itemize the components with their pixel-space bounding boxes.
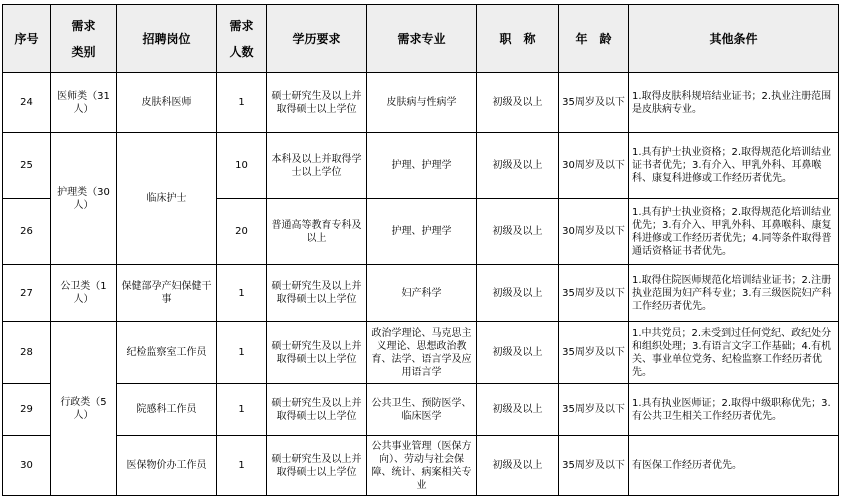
- category-public-health: 公卫类（1人）: [51, 265, 117, 322]
- table-row: [3, 265, 839, 322]
- row-position: 皮肤科医师: [117, 73, 217, 133]
- row-count: 20: [217, 199, 267, 265]
- row-education: 硕士研究生及以上并取得硕士以上学位: [267, 384, 367, 436]
- row-age: 35周岁及以下: [559, 436, 629, 496]
- header-age: 年 龄: [559, 5, 629, 73]
- row-title: 初级及以上: [477, 384, 559, 436]
- row-age: 30周岁及以下: [559, 199, 629, 265]
- recruitment-table: [2, 4, 839, 496]
- header-position: 招聘岗位: [117, 5, 217, 73]
- header-education: 学历要求: [267, 5, 367, 73]
- row-other: 1.具有护士执业资格；2.取得规范化培训结业证书者优先；3.有介入、甲乳外科、耳鼻喉科、康复科进修或工作经历者优先。: [629, 133, 839, 199]
- header-seq: 序号: [3, 5, 51, 73]
- row-major: 妇产科学: [367, 265, 477, 322]
- row-seq: 25: [3, 133, 51, 199]
- row-title: 初级及以上: [477, 322, 559, 384]
- row-seq: 27: [3, 265, 51, 322]
- row-education: 硕士研究生及以上并取得硕士以上学位: [267, 265, 367, 322]
- category-doctor: 医师类（31人）: [51, 73, 117, 133]
- row-position: 临床护士: [117, 133, 217, 265]
- row-education: 硕士研究生及以上并取得硕士以上学位: [267, 322, 367, 384]
- row-other: 1.取得住院医师规范化培训结业证书；2.注册执业范围为妇产科专业；3.有三级医院妇产科工作经历者优先。: [629, 265, 839, 322]
- row-education: 硕士研究生及以上并取得硕士以上学位: [267, 73, 367, 133]
- header-category-line1: 需求: [71, 18, 96, 33]
- row-title: 初级及以上: [477, 73, 559, 133]
- row-major: 政治学理论、马克思主义理论、思想政治教育、法学、语言学及应用语言学: [367, 322, 477, 384]
- row-position: 保健部孕产妇保健干事: [117, 265, 217, 322]
- table-row: [3, 436, 839, 496]
- row-count: 1: [217, 436, 267, 496]
- table-row: [3, 322, 839, 384]
- row-age: 35周岁及以下: [559, 322, 629, 384]
- row-seq: 26: [3, 199, 51, 265]
- row-major: 护理、护理学: [367, 199, 477, 265]
- category-nurse: 护理类（30人）: [51, 133, 117, 265]
- row-age: 30周岁及以下: [559, 133, 629, 199]
- header-title: 职 称: [477, 5, 559, 73]
- row-education: 硕士研究生及以上并取得硕士以上学位: [267, 436, 367, 496]
- header-count: [217, 5, 267, 73]
- table-row: [3, 384, 839, 436]
- header-category: [51, 5, 117, 73]
- row-age: 35周岁及以下: [559, 265, 629, 322]
- row-age: 35周岁及以下: [559, 73, 629, 133]
- header-row: [3, 5, 839, 73]
- row-age: 35周岁及以下: [559, 384, 629, 436]
- row-education: 本科及以上并取得学士以上学位: [267, 133, 367, 199]
- row-other: 1.具有执业医师证；2.取得中级职称优先；3.有公共卫生相关工作经历者优先。: [629, 384, 839, 436]
- header-major: 需求专业: [367, 5, 477, 73]
- row-count: 1: [217, 73, 267, 133]
- row-count: 1: [217, 265, 267, 322]
- row-major: 公共事业管理（医保方向）、劳动与社会保障、统计、病案相关专业: [367, 436, 477, 496]
- row-seq: 30: [3, 436, 51, 496]
- row-position: 院感科工作员: [117, 384, 217, 436]
- table-row: [3, 133, 839, 199]
- row-other: 1.中共党员；2.未受到过任何党纪、政纪处分和组织处理；3.有语言文字工作基础；4.有机关、事业单位党务、纪检监察工作经历者优先。: [629, 322, 839, 384]
- row-title: 初级及以上: [477, 199, 559, 265]
- row-position: 医保物价办工作员: [117, 436, 217, 496]
- row-title: 初级及以上: [477, 265, 559, 322]
- header-other: 其他条件: [629, 5, 839, 73]
- row-seq: 28: [3, 322, 51, 384]
- table-row: [3, 73, 839, 133]
- row-position: 纪检监察室工作员: [117, 322, 217, 384]
- row-title: 初级及以上: [477, 436, 559, 496]
- row-count: 1: [217, 322, 267, 384]
- row-other: 1.取得皮肤科规培结业证书；2.执业注册范围是皮肤病专业。: [629, 73, 839, 133]
- header-count-line2: 人数: [229, 44, 254, 59]
- row-seq: 29: [3, 384, 51, 436]
- category-admin: 行政类（5人）: [51, 322, 117, 496]
- row-major: 护理、护理学: [367, 133, 477, 199]
- row-education: 普通高等教育专科及以上: [267, 199, 367, 265]
- row-other: 1.具有护士执业资格；2.取得规范化培训结业优先；3.有介入、甲乳外科、耳鼻喉科、康复科进修或工作经历者优先；4.同等条件取得普通话资格证书者优先。: [629, 199, 839, 265]
- row-other: 有医保工作经历者优先。: [629, 436, 839, 496]
- row-major: 公共卫生、预防医学、临床医学: [367, 384, 477, 436]
- row-seq: 24: [3, 73, 51, 133]
- row-title: 初级及以上: [477, 133, 559, 199]
- header-category-line2: 类别: [71, 44, 96, 59]
- header-count-line1: 需求: [229, 18, 254, 33]
- row-major: 皮肤病与性病学: [367, 73, 477, 133]
- row-count: 10: [217, 133, 267, 199]
- row-count: 1: [217, 384, 267, 436]
